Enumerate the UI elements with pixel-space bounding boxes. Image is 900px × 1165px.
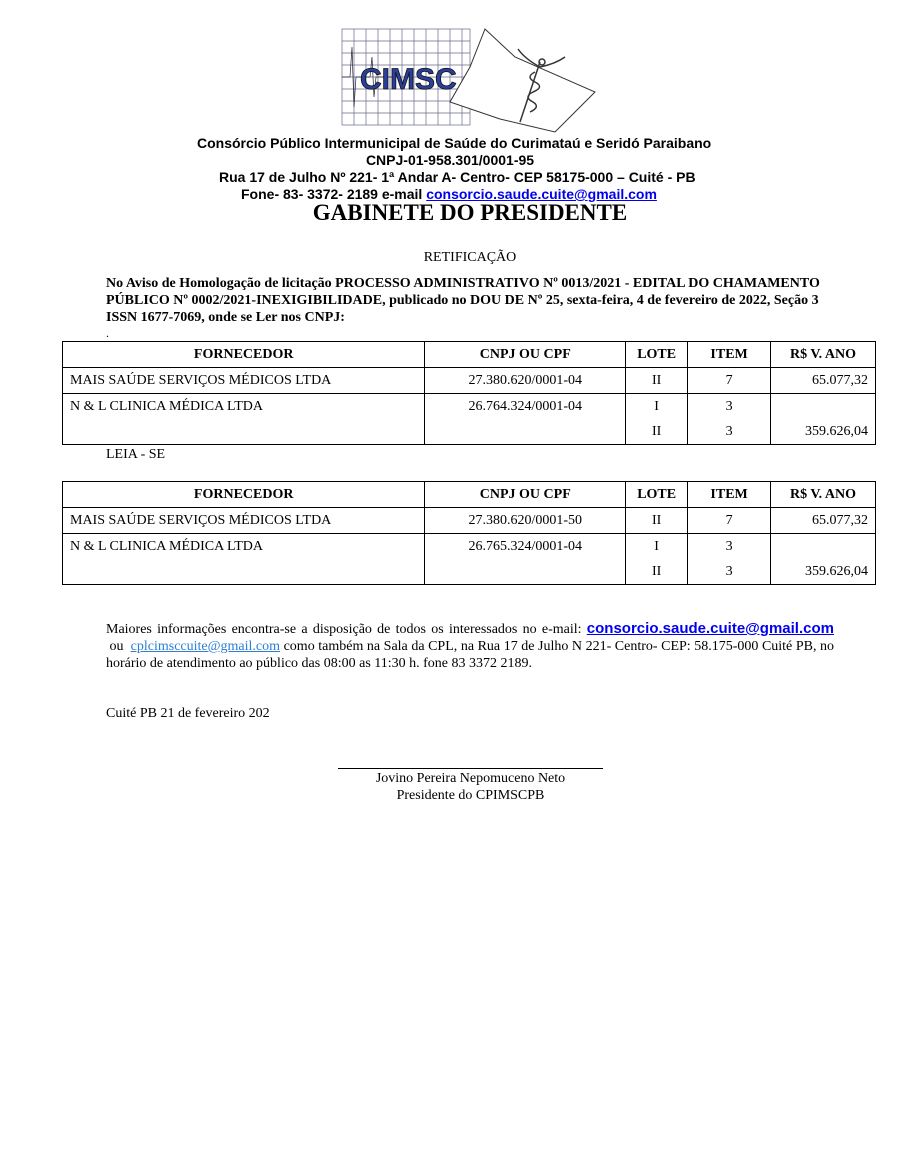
lote: II [651,424,662,439]
valor: 65.077,32 [771,508,876,534]
cnpj: 26.765.324/0001-04 [425,534,626,585]
table-row [63,508,876,534]
item: 7 [688,508,771,534]
item: 3 [725,539,733,554]
signer-name: Jovino Pereira Nepomuceno Neto [375,771,566,786]
lote: II [651,564,662,579]
header-email-link[interactable]: consorcio.saude.cuite@gmail.com [426,186,657,202]
valor: 359.626,04 [805,424,868,439]
info-email-link[interactable]: consorcio.saude.cuite@gmail.com [586,620,834,637]
subtitle: RETIFICAÇÃO [423,250,517,265]
table-row [63,368,876,394]
col-valor: R$ V. ANO [771,482,876,508]
lote: I [654,539,659,554]
cnpj: 27.380.620/0001-50 [425,508,626,534]
cimsc-logo [340,27,605,135]
dot: . [106,326,109,340]
col-item: ITEM [688,342,771,368]
fornecedor: MAIS SAÚDE SERVIÇOS MÉDICOS LTDA [63,508,425,534]
leia-se-label: LEIA - SE [106,447,166,462]
signature-block [338,768,603,804]
table-header-row [63,342,876,368]
lote: II [626,508,688,534]
valor: 65.077,32 [771,368,876,394]
cnpj: 27.380.620/0001-04 [425,368,626,394]
table-header-row [63,482,876,508]
page-title: GABINETE DO PRESIDENTE [312,200,628,225]
item: 3 [725,399,733,414]
org-cnpj: CNPJ-01-958.301/0001-95 [365,152,535,168]
fornecedor: MAIS SAÚDE SERVIÇOS MÉDICOS LTDA [63,368,425,394]
info-text-2: como também na Sala da CPL, na Rua 17 de Julho N 221- Centro- CEP: 58.175-000 Cuité PB, no horário de atendimento ao público das 08:00 as 11:30 h. fone 83 3372 2189. [106,639,835,671]
col-valor: R$ V. ANO [771,342,876,368]
org-name: Consórcio Público Intermunicipal de Saúde do Curimataú e Seridó Paraibano [197,135,712,151]
item: 3 [725,424,733,439]
signer-role: Presidente do CPIMSCPB [396,788,545,803]
info-ou: ou [106,639,131,654]
lote: II [626,368,688,394]
fornecedor: N & L CLINICA MÉDICA LTDA [63,534,425,585]
item: 7 [688,368,771,394]
info-text: Maiores informações encontra-se a disposição de todos os interessados no e-mail: [106,622,587,637]
date-line: Cuité PB 21 de fevereiro 202 [106,706,270,721]
fornecedor: N & L CLINICA MÉDICA LTDA [63,394,425,445]
col-fornecedor: FORNECEDOR [63,342,425,368]
org-address: Rua 17 de Julho Nº 221- 1ª Andar A- Centro- CEP 58175-000 – Cuité - PB [219,169,696,185]
phone-label: Fone- 83- 3372- 2189 e-mail [241,186,427,202]
table-row [63,534,876,585]
intro-text: No Aviso de Homologação de licitação PROCESSO ADMINISTRATIVO Nº 0013/2021 - EDITAL DO CHAMAMENTO PÚBLICO Nº 0002/2021-INEXIGIBILIDADE, publicado no DOU DE Nº 25, sexta-feira, 4 de fevereiro de 2022, Seção 3 ISSN 1677-7069, onde se Ler nos CNPJ: [106,276,820,325]
info-paragraph [106,620,834,672]
item: 3 [725,564,733,579]
col-fornecedor: FORNECEDOR [63,482,425,508]
original-table [62,341,876,445]
corrected-table [62,481,876,585]
col-item: ITEM [688,482,771,508]
col-cnpj: CNPJ OU CPF [425,482,626,508]
col-lote: LOTE [626,482,688,508]
svg-text:CIMSC: CIMSC [360,63,457,96]
table-row [63,394,876,445]
valor: 359.626,04 [805,564,868,579]
cnpj: 26.764.324/0001-04 [425,394,626,445]
cpl-email-link[interactable]: cplcimsccuite@gmail.com [130,639,281,654]
col-lote: LOTE [626,342,688,368]
col-cnpj: CNPJ OU CPF [425,342,626,368]
lote: I [654,399,659,414]
